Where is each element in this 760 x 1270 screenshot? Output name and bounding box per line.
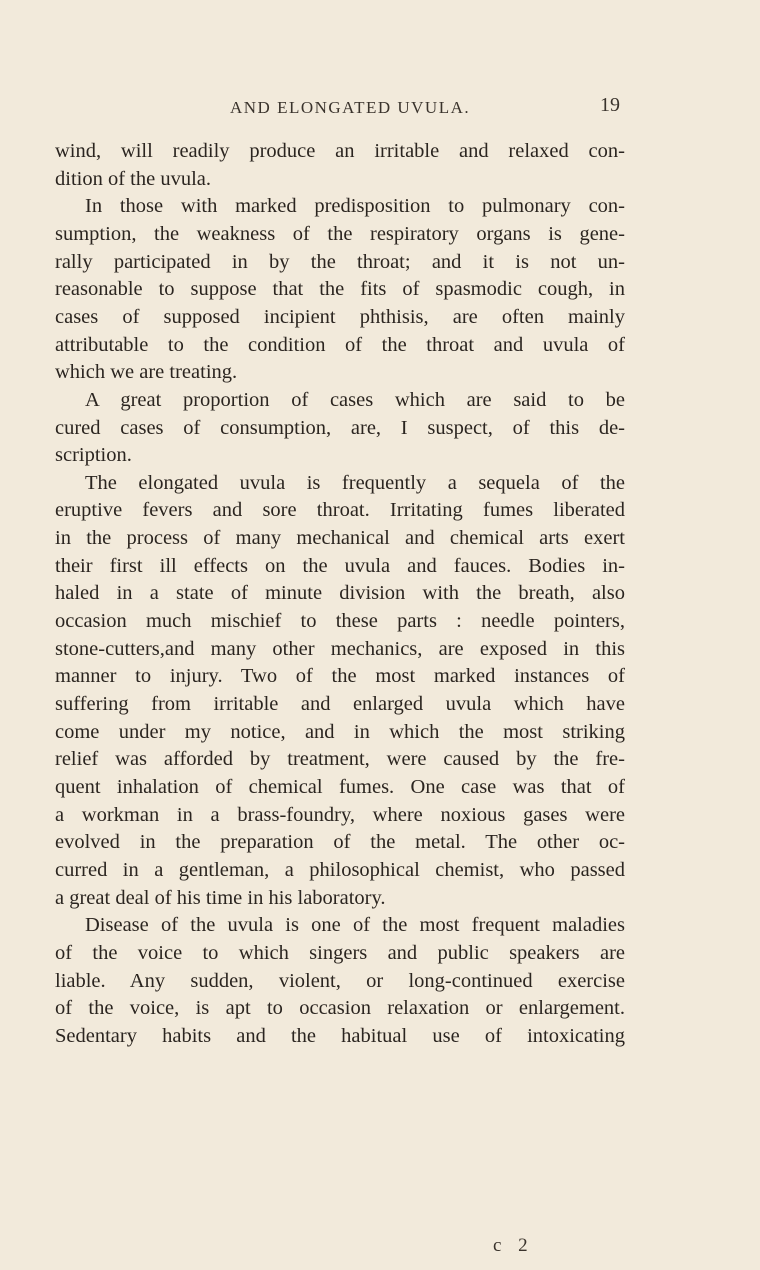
text-line: cases of supposed incipient phthisis, are often mainly (55, 306, 625, 328)
text-line: occasion much mischief to these parts : needle pointers, (55, 610, 625, 632)
text-line: of the voice, is apt to occasion relaxation or enlargement. (55, 997, 625, 1019)
text-line: curred in a gentleman, a philosophical chemist, who passed (55, 859, 625, 881)
text-line: In those with marked predisposition to pulmonary con- (85, 195, 625, 217)
text-line: The elongated uvula is frequently a sequela of the (85, 472, 625, 494)
text-line: attributable to the condition of the throat and uvula of (55, 334, 625, 356)
text-line: reasonable to suppose that the fits of spasmodic cough, in (55, 278, 625, 300)
text-line: come under my notice, and in which the most striking (55, 721, 625, 743)
text-line: liable. Any sudden, violent, or long-continued exercise (55, 970, 625, 992)
text-line: cured cases of consumption, are, I suspect, of this de- (55, 417, 625, 439)
page-number: 19 (600, 94, 620, 116)
text-line: eruptive fevers and sore throat. Irritating fumes liberated (55, 499, 625, 521)
text-line: sumption, the weakness of the respiratory organs is gene- (55, 223, 625, 245)
text-line: scription. (55, 444, 132, 466)
text-line: stone-cutters,and many other mechanics, are exposed in this (55, 638, 625, 660)
text-line: dition of the uvula. (55, 168, 212, 190)
running-title: AND ELONGATED UVULA. (230, 98, 471, 117)
text-line: of the voice to which singers and public speakers are (55, 942, 625, 964)
signature-mark: c 2 (493, 1235, 534, 1256)
text-line: relief was afforded by treatment, were caused by the fre- (55, 748, 625, 770)
text-line: manner to injury. Two of the most marked instances of (55, 665, 625, 687)
text-line: evolved in the preparation of the metal. The other oc- (55, 831, 625, 853)
text-line: quent inhalation of chemical fumes. One case was that of (55, 776, 625, 798)
text-line: suffering from irritable and enlarged uvula which have (55, 693, 625, 715)
text-line: Disease of the uvula is one of the most frequent maladies (85, 914, 625, 936)
text-line: wind, will readily produce an irritable and relaxed con- (55, 140, 625, 162)
text-line: Sedentary habits and the habitual use of intoxicating (55, 1025, 625, 1047)
text-line: A great proportion of cases which are said to be (85, 389, 625, 411)
text-line: rally participated in by the throat; and it is not un- (55, 251, 625, 273)
text-line: their first ill effects on the uvula and fauces. Bodies in- (55, 555, 625, 577)
text-line: in the process of many mechanical and chemical arts exert (55, 527, 625, 549)
text-line: which we are treating. (55, 361, 238, 383)
text-line: haled in a state of minute division with the breath, also (55, 582, 625, 604)
text-line: a workman in a brass-foundry, where noxious gases were (55, 804, 625, 826)
text-line: a great deal of his time in his laboratory. (55, 887, 386, 909)
